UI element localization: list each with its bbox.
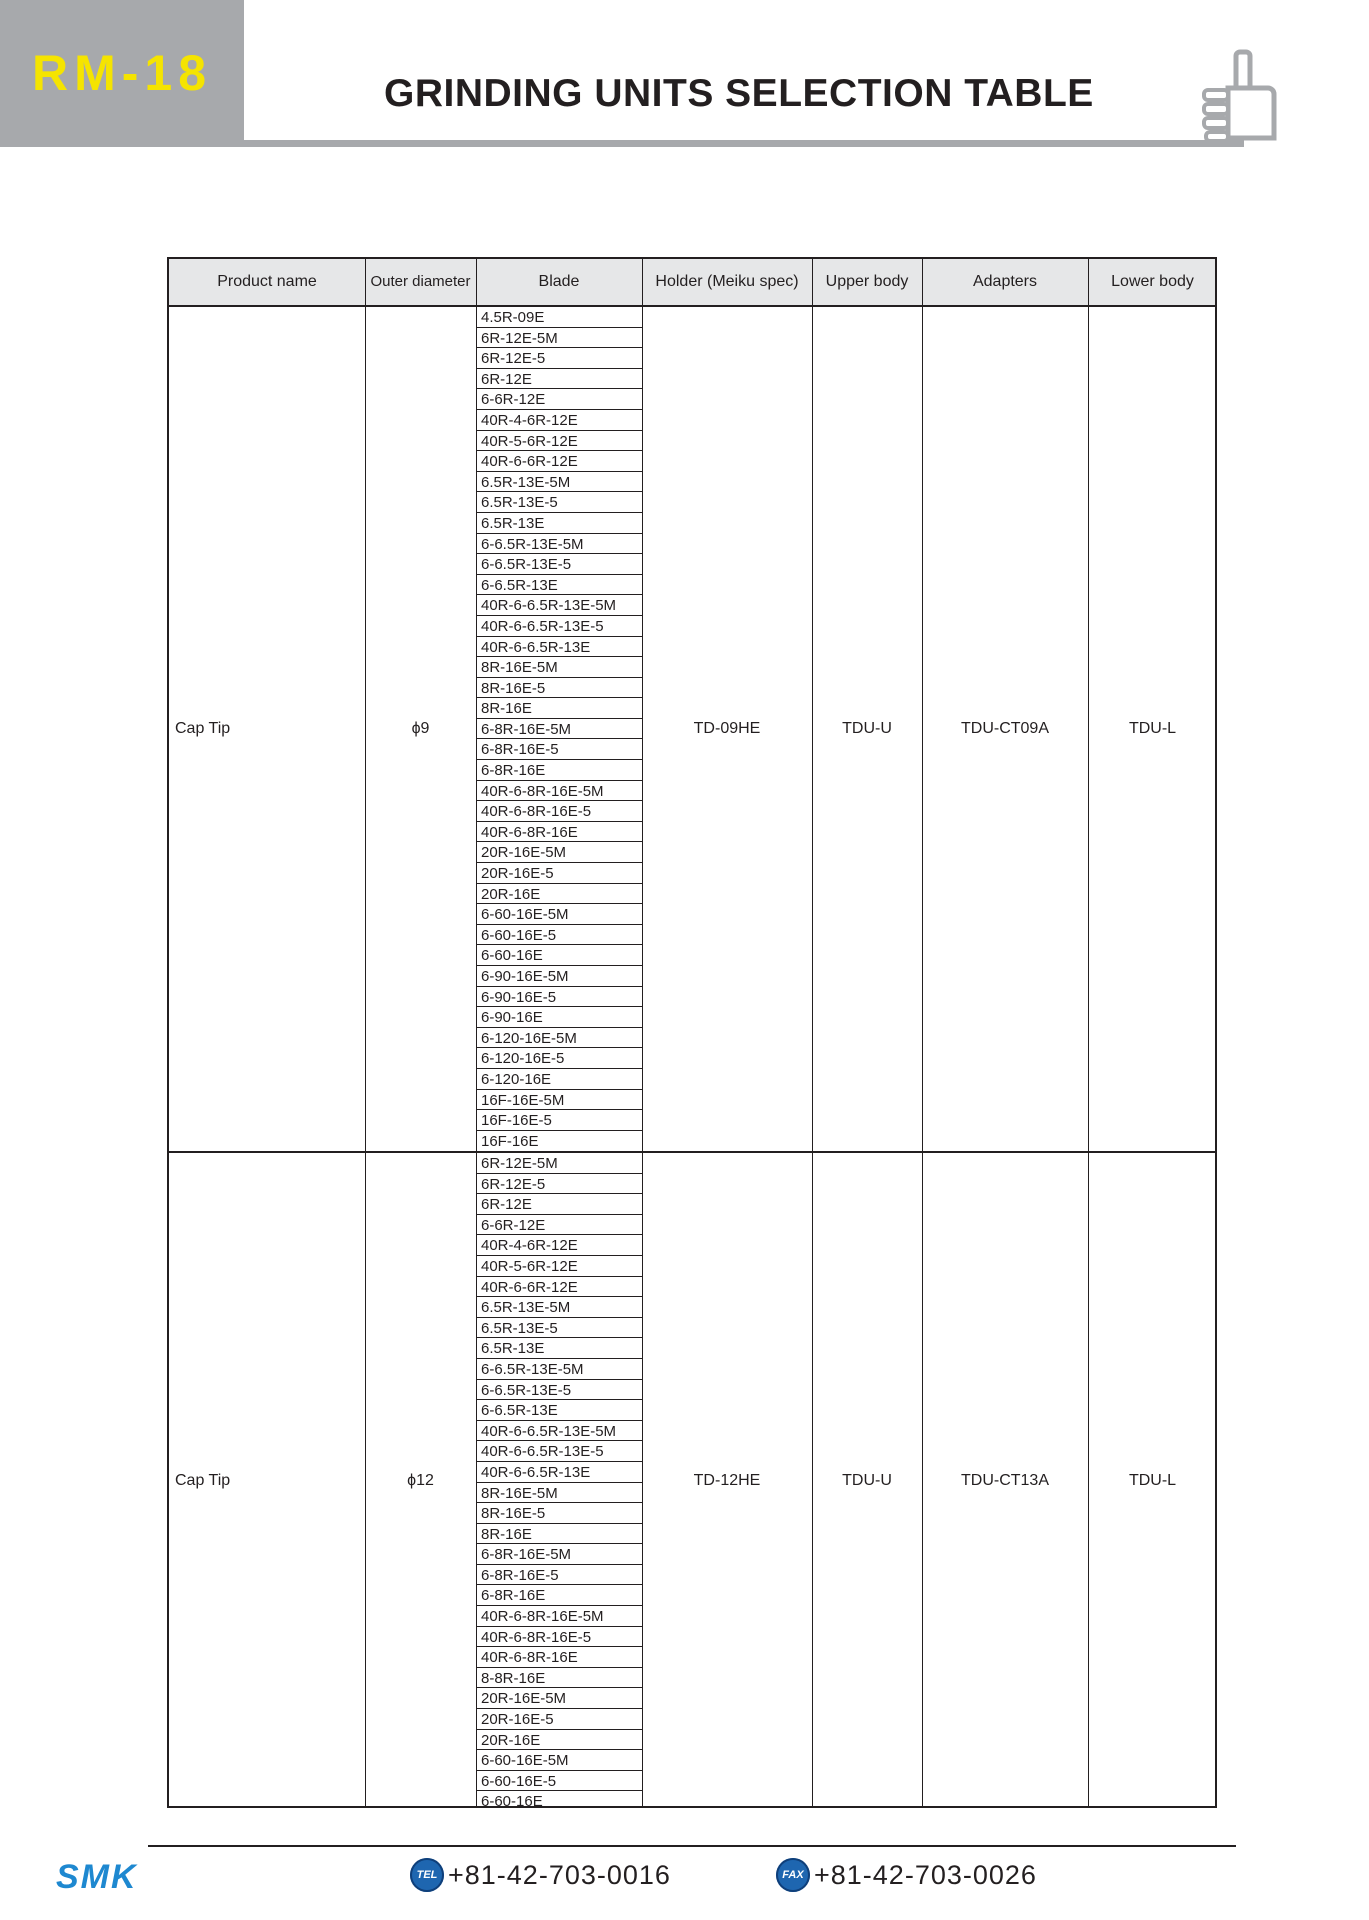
- blade-item: 6-8R-16E: [476, 760, 642, 781]
- blade-item: 40R-6-6R-12E: [476, 1277, 642, 1298]
- upper-body-cell: TDU-U: [842, 720, 892, 737]
- blade-item: 6.5R-13E-5: [476, 1318, 642, 1339]
- blade-item: 6-8R-16E: [476, 1585, 642, 1606]
- blade-item: 8R-16E: [476, 698, 642, 719]
- blade-item: 6-6.5R-13E-5: [476, 1380, 642, 1401]
- col-header-adapters: Adapters: [972, 273, 1038, 290]
- blade-item: 6-6R-12E: [476, 1215, 642, 1236]
- product-name-cell: Cap Tip: [175, 720, 231, 737]
- page-code-badge: RM-18: [0, 0, 244, 147]
- blade-item: 6-6.5R-13E-5: [476, 554, 642, 575]
- blade-item: 16F-16E-5M: [476, 1090, 642, 1111]
- blade-item: 6.5R-13E-5M: [476, 472, 642, 493]
- table-header-row: [169, 259, 1215, 307]
- blade-item: 6-6R-12E: [476, 389, 642, 410]
- blade-item: 6-120-16E-5M: [476, 1028, 642, 1049]
- lower-body-cell: TDU-L: [1128, 1472, 1177, 1489]
- header-divider: [244, 140, 1244, 147]
- blade-item: 20R-16E-5M: [476, 842, 642, 863]
- fax-number: +81-42-703-0026: [814, 1859, 1037, 1890]
- blade-item: 6R-12E: [476, 369, 642, 390]
- blade-item: 6R-12E-5: [476, 348, 642, 369]
- blade-item: 40R-6-6.5R-13E-5M: [476, 1421, 642, 1442]
- blade-item: 6-90-16E-5: [476, 987, 642, 1008]
- tel-contact: [410, 1855, 671, 1895]
- blade-item: 8R-16E: [476, 1524, 642, 1545]
- blade-item: 6-8R-16E-5: [476, 739, 642, 760]
- outer-diameter-cell: ϕ9: [411, 720, 430, 737]
- col-header-holder: Holder (Meiku spec): [655, 273, 799, 290]
- blade-item: 40R-5-6R-12E: [476, 1256, 642, 1277]
- blade-item: 40R-6-8R-16E-5M: [476, 781, 642, 802]
- blade-item: 6-6.5R-13E-5M: [476, 1359, 642, 1380]
- blade-item: 8R-16E-5M: [476, 1483, 642, 1504]
- blade-item: 16F-16E: [481, 1132, 539, 1150]
- blade-item: 6.5R-13E-5M: [476, 1297, 642, 1318]
- blade-item: 40R-6-6.5R-13E-5: [476, 1441, 642, 1462]
- smk-logo: [56, 1859, 162, 1893]
- blade-item: 16F-16E-5: [476, 1110, 642, 1131]
- blade-item: 20R-16E-5M: [476, 1688, 642, 1709]
- col-header-product-name: Product name: [217, 273, 317, 290]
- blade-item: 40R-4-6R-12E: [476, 1235, 642, 1256]
- blade-item: 6-6.5R-13E-5M: [476, 534, 642, 555]
- blade-item: 6.5R-13E: [476, 1338, 642, 1359]
- blade-item: 20R-16E: [476, 884, 642, 905]
- blade-item: 6-120-16E-5: [476, 1048, 642, 1069]
- col-header-blade: Blade: [538, 273, 580, 290]
- blade-item: 40R-6-6.5R-13E-5: [476, 616, 642, 637]
- blade-item: 6R-12E-5M: [476, 328, 642, 349]
- blade-item: 40R-5-6R-12E: [476, 431, 642, 452]
- blade-item: 40R-6-8R-16E: [476, 822, 642, 843]
- blade-item: 40R-4-6R-12E: [476, 410, 642, 431]
- blade-item: 6R-12E-5M: [476, 1153, 642, 1174]
- table-group-phi12: [169, 1153, 1215, 1811]
- blade-item: 6R-12E-5: [476, 1174, 642, 1195]
- col-header-upper-body: Upper body: [825, 273, 909, 290]
- footer-divider: [148, 1845, 1236, 1847]
- blade-item: 6-60-16E: [476, 945, 642, 966]
- fax-icon: FAX: [776, 1858, 810, 1892]
- blade-item: 6-60-16E-5M: [476, 1750, 642, 1771]
- blade-item: 6.5R-13E: [476, 513, 642, 534]
- pointing-hand-icon: [1198, 48, 1278, 148]
- blade-item: 8R-16E-5: [476, 678, 642, 699]
- blade-item: 20R-16E: [476, 1730, 642, 1751]
- blade-item: 6R-12E: [476, 1194, 642, 1215]
- blade-item: 4.5R-09E: [476, 307, 642, 328]
- blade-item: 6.5R-13E-5: [476, 492, 642, 513]
- lower-body-cell: TDU-L: [1128, 720, 1177, 737]
- blade-item: 6-60-16E-5: [476, 925, 642, 946]
- blade-item: 6-60-16E-5M: [476, 904, 642, 925]
- blade-item: 20R-16E-5: [476, 1709, 642, 1730]
- blade-item: 6-60-16E-5: [476, 1771, 642, 1792]
- blade-item: 40R-6-8R-16E-5M: [476, 1606, 642, 1627]
- svg-text:SMK: SMK: [56, 1859, 138, 1893]
- blade-item: 40R-6-6.5R-13E-5M: [476, 595, 642, 616]
- blade-item: 40R-6-6.5R-13E: [476, 637, 642, 658]
- blade-item: 6-120-16E: [476, 1069, 642, 1090]
- blade-item: 6-6.5R-13E: [476, 1400, 642, 1421]
- blade-item: 8R-16E-5M: [476, 657, 642, 678]
- col-header-lower-body: Lower body: [1111, 273, 1194, 290]
- outer-diameter-cell: ϕ12: [407, 1472, 434, 1489]
- blade-item: 8-8R-16E: [476, 1668, 642, 1689]
- blade-item: 40R-6-8R-16E-5: [476, 801, 642, 822]
- table-group-phi9: [169, 307, 1215, 1151]
- blade-item: 6-6.5R-13E: [476, 575, 642, 596]
- blade-item: 6-90-16E: [476, 1007, 642, 1028]
- blade-item: 6-8R-16E-5: [476, 1565, 642, 1586]
- selection-table: [167, 257, 1217, 1811]
- adapter-cell: TDU-CT13A: [960, 1472, 1049, 1489]
- blade-item: 6-60-16E: [481, 1793, 543, 1811]
- blade-list: [476, 307, 642, 1151]
- blade-item: 8R-16E-5: [476, 1503, 642, 1524]
- holder-cell: TD-09HE: [693, 720, 761, 737]
- blade-item: 40R-6-8R-16E: [476, 1647, 642, 1668]
- blade-item: 6-8R-16E-5M: [476, 719, 642, 740]
- blade-item: 40R-6-6.5R-13E: [476, 1462, 642, 1483]
- tel-icon: TEL: [410, 1858, 444, 1892]
- page-title: GRINDING UNITS SELECTION TABLE: [384, 72, 1094, 115]
- adapter-cell: TDU-CT09A: [960, 720, 1049, 737]
- blade-item: 6-90-16E-5M: [476, 966, 642, 987]
- upper-body-cell: TDU-U: [842, 1472, 892, 1489]
- tel-number: +81-42-703-0016: [448, 1859, 671, 1890]
- blade-item: 40R-6-8R-16E-5: [476, 1627, 642, 1648]
- blade-item: 6-8R-16E-5M: [476, 1544, 642, 1565]
- blade-list: [476, 1153, 642, 1812]
- holder-cell: TD-12HE: [693, 1472, 761, 1489]
- col-header-outer-diameter: Outer diameter: [370, 273, 471, 290]
- blade-item: 40R-6-6R-12E: [476, 451, 642, 472]
- fax-contact: [776, 1855, 1037, 1895]
- product-name-cell: Cap Tip: [175, 1472, 231, 1489]
- blade-item: 20R-16E-5: [476, 863, 642, 884]
